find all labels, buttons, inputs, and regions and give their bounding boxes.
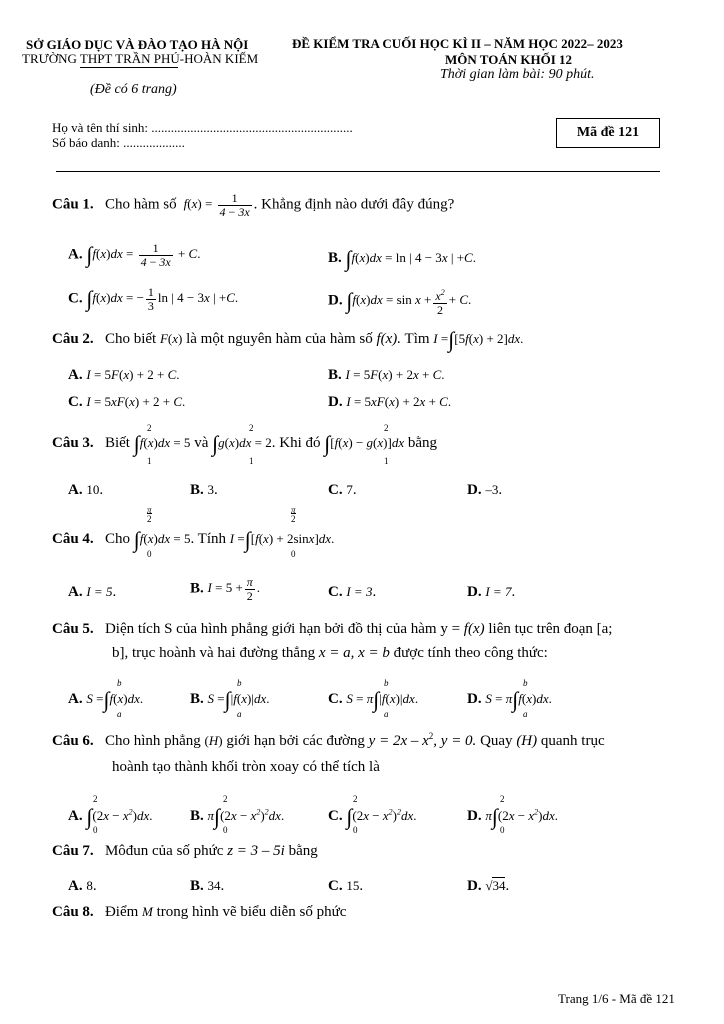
math-expr: $\int(2x - x^2)^2dx$. [346, 804, 417, 829]
math-expr: ∫f(x)dx = $\frac{1}{4 - 3x}$ + C. [86, 241, 201, 269]
math-expr: I = 5F(x) + 2x + C. [345, 367, 445, 382]
integral-upper-limit: b [384, 678, 389, 688]
math-expr: S =∫f(x)dx. [86, 687, 144, 712]
question-label: Câu 5. [52, 621, 94, 637]
question-label: Câu 8. [52, 904, 94, 920]
question-text: . Tính [190, 531, 227, 547]
integral-lower-limit: 0 [291, 549, 296, 559]
exam-code-box: Mã đề 121 [556, 118, 660, 148]
question-text: Cho hình phẳng [104, 733, 201, 749]
answer-value: I = 5 [86, 584, 113, 599]
question-7 [52, 843, 318, 860]
math-expr: ∫f(x)dx = − $\frac{1}{3}$ ln | 4 − 3x | +C. [86, 285, 239, 313]
q2-option-c[interactable] [68, 394, 185, 411]
answer-value: 10 [86, 482, 100, 497]
integral-upper-limit: 2 [384, 423, 389, 433]
math-expr: $\int(2x - x^2)dx$. [86, 804, 153, 829]
math-expr: ∫f(x)dx = 5 [133, 527, 191, 552]
integral-lower-limit: 0 [93, 825, 98, 835]
math-expr: I = 5F(x) + 2 + C. [86, 367, 180, 382]
math-expr: I =∫[5f(x) + 2]dx. [433, 327, 524, 352]
q3-option-b[interactable]: B. 3. [190, 482, 218, 498]
question-text: Biết [104, 435, 130, 451]
subject: MÔN TOÁN KHỐI 12 [445, 52, 573, 67]
math-expr: f(x). [376, 331, 402, 347]
math-expr: S =∫|f(x)|dx. [207, 687, 270, 712]
q1-option-c[interactable] [68, 286, 238, 313]
question-text: Môđun của số phức [104, 843, 224, 859]
question-text: bằng [288, 843, 318, 859]
integral-lower-limit: 1 [147, 456, 152, 466]
question-8 [52, 904, 346, 921]
option-label: B. [328, 367, 342, 383]
math-expr: F(x) [159, 331, 183, 346]
math-expr: I = 5 + $\frac{\pi}{2}$ . [207, 575, 261, 603]
pages-note: (Đề có 6 trang) [90, 82, 177, 97]
option-label: B. [190, 878, 204, 894]
question-text: quanh trục [540, 733, 605, 749]
question-text: Tìm [404, 331, 430, 347]
question-text: Cho [104, 531, 130, 547]
integral-upper-limit: 2 [249, 423, 254, 433]
question-6: Câu 6. Cho hình phẳng (H) giới hạn bởi các đường $y = 2x - x^2$, y = 0. Quay (H) quanh trục [52, 731, 605, 749]
integral-lower-limit: a [384, 709, 389, 719]
question-1 [52, 192, 454, 219]
question-text: và [194, 435, 209, 451]
math-expr: (H) [516, 733, 538, 749]
integral-upper-limit: b [237, 678, 242, 688]
question-text: b], trục hoành và hai đường thẳng [112, 645, 316, 661]
q6-option-d[interactable] [467, 804, 558, 830]
q5-option-d[interactable] [467, 687, 552, 713]
question-text: Quay [480, 733, 513, 749]
answer-value: 34 [207, 878, 221, 893]
option-label: C. [328, 584, 343, 600]
option-label: B. [190, 808, 204, 824]
q2-option-a[interactable] [68, 367, 180, 384]
question-label: Câu 7. [52, 843, 94, 859]
q6-option-b[interactable] [190, 804, 284, 830]
integral-upper-limit: π 2 [291, 505, 296, 524]
question-text: trong hình vẽ biểu diễn số phức [156, 904, 347, 920]
option-label: C. [328, 482, 343, 498]
question-text: giới hạn bởi các đường [226, 733, 365, 749]
q3-option-c[interactable]: C. 7. [328, 482, 357, 498]
integral-upper-limit: 2 [147, 423, 152, 433]
question-label: Câu 1. [52, 196, 94, 213]
option-label: A. [68, 691, 83, 707]
school: TRƯỜNG THPT TRẦN PHÚ-HOÀN KIẾM [22, 51, 259, 66]
math-expr: y = 2x – x [368, 733, 429, 749]
integral-upper-limit: 2 [353, 794, 358, 804]
option-label: C. [68, 290, 83, 307]
question-text: Cho hàm số [104, 196, 177, 213]
question-text: Diện tích S của hình phẳng giới hạn bởi đồ thị của hàm y = [104, 621, 461, 637]
q1-option-d[interactable] [328, 286, 471, 317]
option-label: B. [328, 250, 342, 266]
option-label: A. [68, 367, 83, 383]
page-footer: Trang 1/6 - Mã đề 121 [558, 991, 675, 1006]
math-expr: ∫f(x)dx = ln | 4 − 3x | +C. [345, 246, 476, 271]
option-label: A. [68, 808, 83, 824]
q4-option-a[interactable]: A. I = 5. [68, 584, 117, 600]
option-label: B. [190, 482, 204, 498]
q6-option-c[interactable] [328, 804, 417, 830]
answer-value: 15 [346, 878, 360, 893]
math-expr: ∫[f(x) − g(x)]dx [324, 431, 405, 456]
option-label: D. [467, 878, 482, 894]
option-label: B. [190, 691, 204, 707]
q1-option-b[interactable] [328, 246, 476, 272]
q1-option-a[interactable] [68, 242, 200, 269]
header-divider [56, 171, 660, 172]
math-expr: S = π∫|f(x)|dx. [346, 687, 419, 712]
question-5 [52, 621, 612, 638]
integral-lower-limit: 0 [147, 549, 152, 559]
q3-option-a[interactable]: A. 10. [68, 482, 104, 498]
option-label: A. [68, 584, 83, 600]
math-expr: f(x) [463, 621, 485, 637]
q2-option-d[interactable] [328, 394, 451, 411]
answer-value: 8 [86, 878, 93, 893]
integral-lower-limit: 0 [223, 825, 228, 835]
question-text: được tính theo công thức: [393, 645, 548, 661]
q4-option-d[interactable]: D. I = 7. [467, 584, 516, 600]
math-expr: ∫g(x)dx = 2 [212, 431, 272, 456]
answer-value: 34 [492, 878, 506, 893]
question-text: . Khẳng định nào dưới đây đúng? [253, 196, 455, 213]
integral-lower-limit: 1 [384, 456, 389, 466]
q3-option-d[interactable]: D. –3. [467, 482, 503, 498]
option-label: D. [467, 482, 482, 498]
question-3 [52, 431, 437, 457]
math-expr: x = a, x = b [318, 645, 390, 661]
q7-option-c[interactable]: C. 15. [328, 878, 364, 894]
question-text: bằng [407, 435, 438, 451]
option-label: C. [328, 808, 343, 824]
option-label: C. [328, 878, 343, 894]
option-label: D. [467, 691, 482, 707]
math-expr: S = π∫f(x)dx. [485, 687, 552, 712]
q7-option-a[interactable]: A. 8. [68, 878, 97, 894]
answer-value: –3 [485, 482, 499, 497]
q4-option-b[interactable] [190, 576, 260, 603]
question-text: liên tục trên đoạn [a; [488, 621, 613, 637]
math-expr: I = 5xF(x) + 2 + C. [86, 394, 186, 409]
q2-option-b[interactable] [328, 367, 445, 384]
question-6-line-2: hoành tạo thành khối tròn xoay có thể tích là [112, 759, 380, 775]
integral-upper-limit: π 2 [147, 505, 152, 524]
math-expr: I = 5xF(x) + 2x + C. [346, 394, 452, 409]
answer-value: 3 [207, 482, 215, 497]
question-text: Cho biết [104, 331, 157, 347]
integral-upper-limit: 2 [93, 794, 98, 804]
exam-title: ĐỀ KIỂM TRA CUỐI HỌC KÌ II – NĂM HỌC 2022– 2023 [292, 36, 623, 51]
q6-option-a[interactable] [68, 804, 153, 830]
math-expr: I =∫[f(x) + 2sinx]dx. [229, 527, 335, 552]
option-label: D. [328, 394, 343, 410]
option-label: D. [328, 292, 343, 309]
option-label: D. [467, 808, 482, 824]
math-expr: f(x) = $\frac{1}{4 - 3x}$ [180, 191, 250, 219]
math-expr: $\pi\int(2x - x^2)dx$. [485, 804, 559, 829]
department: SỞ GIÁO DỤC VÀ ĐÀO TẠO HÀ NỘI [26, 37, 249, 52]
question-5-line-2 [112, 645, 548, 662]
q7-option-d[interactable]: D. √34. [467, 878, 510, 894]
math-expr: $\pi\int(2x - x^2)^2dx$. [207, 804, 285, 829]
question-label: Câu 2. [52, 331, 94, 347]
school-underline [80, 67, 178, 68]
student-id-line: Số báo danh: ................... [52, 135, 185, 150]
answer-value: I = 7 [485, 584, 512, 599]
question-2 [52, 327, 523, 353]
q7-option-b[interactable]: B. 34. [190, 878, 225, 894]
option-label: A. [68, 482, 83, 498]
math-expr: ∫f(x)dx = 5 [133, 431, 191, 456]
answer-value: 7 [346, 482, 353, 497]
q5-option-a[interactable] [68, 687, 143, 713]
integral-lower-limit: 0 [353, 825, 358, 835]
math-expr: z = 3 – 5i [227, 843, 285, 859]
option-label: B. [190, 580, 204, 597]
math-expr: ∫f(x)dx = sin x + $\frac{x^2}{2}$ + C. [346, 288, 472, 317]
question-label: Câu 6. [52, 733, 94, 749]
integral-upper-limit: b [117, 678, 122, 688]
math-expr: √34 [485, 878, 506, 893]
question-label: Câu 3. [52, 435, 94, 451]
integral-upper-limit: b [523, 678, 528, 688]
question-text: . Khi đó [271, 435, 321, 451]
q5-option-b[interactable] [190, 687, 269, 713]
question-text: là một nguyên hàm của hàm số [186, 331, 373, 347]
integral-lower-limit: a [523, 709, 528, 719]
option-label: C. [68, 394, 83, 410]
question-label: Câu 4. [52, 531, 94, 547]
integral-lower-limit: 1 [249, 456, 254, 466]
exam-time: Thời gian làm bài: 90 phút. [440, 67, 595, 82]
q4-option-c[interactable]: C. I = 3. [328, 584, 377, 600]
answer-value: I = 3 [346, 584, 373, 599]
integral-upper-limit: 2 [223, 794, 228, 804]
option-label: A. [68, 878, 83, 894]
math-expr: M [142, 904, 153, 919]
integral-lower-limit: 0 [500, 825, 505, 835]
question-text: Điểm [104, 904, 139, 920]
option-label: A. [68, 246, 83, 263]
math-expr: , y = 0. [433, 733, 477, 749]
student-name-line: Họ và tên thí sinh: .............................................................. [52, 120, 353, 135]
math-expr: (H) [204, 733, 223, 748]
option-label: D. [467, 584, 482, 600]
q5-option-c[interactable] [328, 687, 418, 713]
integral-lower-limit: a [117, 709, 122, 719]
integral-lower-limit: a [237, 709, 242, 719]
option-label: C. [328, 691, 343, 707]
integral-upper-limit: 2 [500, 794, 505, 804]
